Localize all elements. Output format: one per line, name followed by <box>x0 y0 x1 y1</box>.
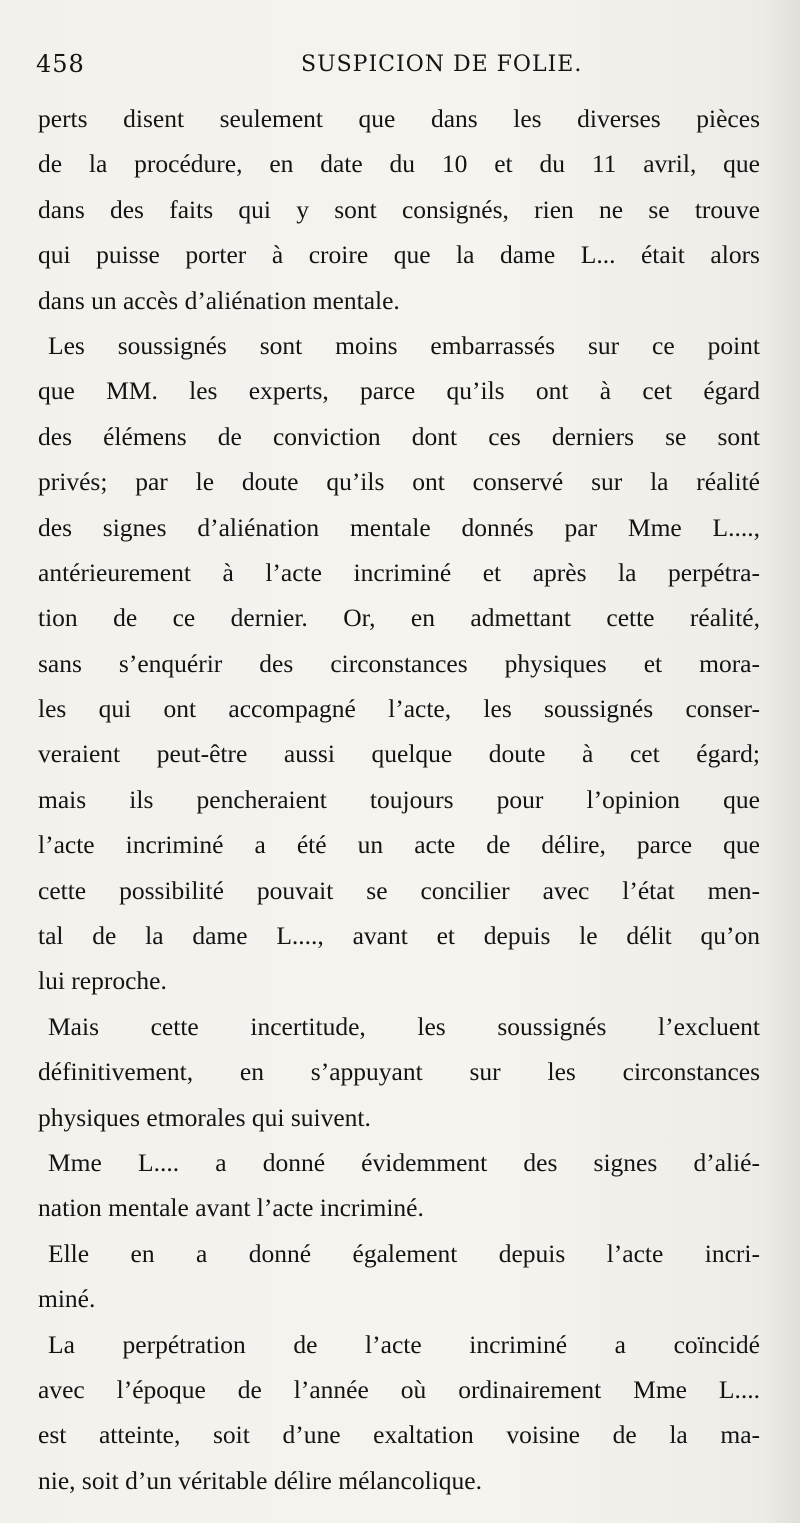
text-line: perts disent seulement que dans les diverses pièces <box>38 104 760 133</box>
running-title: SUSPICION DE FOLIE. <box>301 52 583 77</box>
page-gutter-shadow <box>760 0 800 1523</box>
text-line: de la procédure, en date du 10 et du 11 avril, que <box>38 149 760 179</box>
text-line: sans s’enquérir des circonstances physiques et mora- <box>38 648 760 678</box>
text-line: dans des faits qui y sont consignés, rien ne se trouve <box>38 194 760 224</box>
text-line: les qui ont accompagné l’acte, les soussignés conser- <box>38 694 760 724</box>
text-line: tion de ce dernier. Or, en admettant cette réalité, <box>38 603 760 633</box>
text-line: nie, soit d’un véritable délire mélancolique. <box>38 1465 482 1495</box>
text-line: miné. <box>38 1284 96 1314</box>
running-head <box>36 50 756 86</box>
text-line: définitivement, en s’appuyant sur les circonstances <box>38 1057 760 1087</box>
text-line: lui reproche. <box>38 966 167 996</box>
text-line: que MM. les experts, parce qu’ils ont à cet égard <box>38 376 760 406</box>
text-line: Les soussignés sont moins embarrassés sur ce point <box>48 330 760 360</box>
body-text <box>38 96 760 1503</box>
text-line: nation mentale avant l’acte incriminé. <box>38 1193 424 1223</box>
page-number: 458 <box>36 50 85 78</box>
text-line: privés; par le doute qu’ils ont conservé sur la réalité <box>38 467 760 497</box>
text-line: Mais cette incertitude, les soussignés l’excluent <box>48 1011 760 1041</box>
text-line: Elle en a donné également depuis l’acte incri- <box>48 1238 760 1268</box>
text-line: qui puisse porter à croire que la dame L... était alors <box>38 240 760 270</box>
text-line: tal de la dame L...., avant et depuis le délit qu’on <box>38 921 760 951</box>
text-line: avec l’époque de l’année où ordinairement Mme L.... <box>38 1374 760 1404</box>
text-line: des élémens de conviction dont ces derniers se sont <box>38 421 760 451</box>
text-line: des signes d’aliénation mentale donnés par Mme L...., <box>38 512 760 542</box>
text-line: est atteinte, soit d’une exaltation voisine de la ma- <box>38 1420 760 1450</box>
text-line: mais ils pencheraient toujours pour l’opinion que <box>38 784 760 814</box>
text-line: Mme L.... a donné évidemment des signes d’alié- <box>48 1147 760 1177</box>
text-line: dans un accès d’aliénation mentale. <box>38 285 400 315</box>
text-line: antérieurement à l’acte incriminé et après la perpétra- <box>38 557 760 587</box>
text-line: physiques etmorales qui suivent. <box>38 1102 371 1132</box>
text-line: l’acte incriminé a été un acte de délire, parce que <box>38 830 760 860</box>
text-line: La perpétration de l’acte incriminé a coïncidé <box>48 1329 760 1359</box>
text-line: cette possibilité pouvait se concilier avec l’état men- <box>38 875 760 905</box>
text-line: veraient peut-être aussi quelque doute à cet égard; <box>38 739 760 769</box>
